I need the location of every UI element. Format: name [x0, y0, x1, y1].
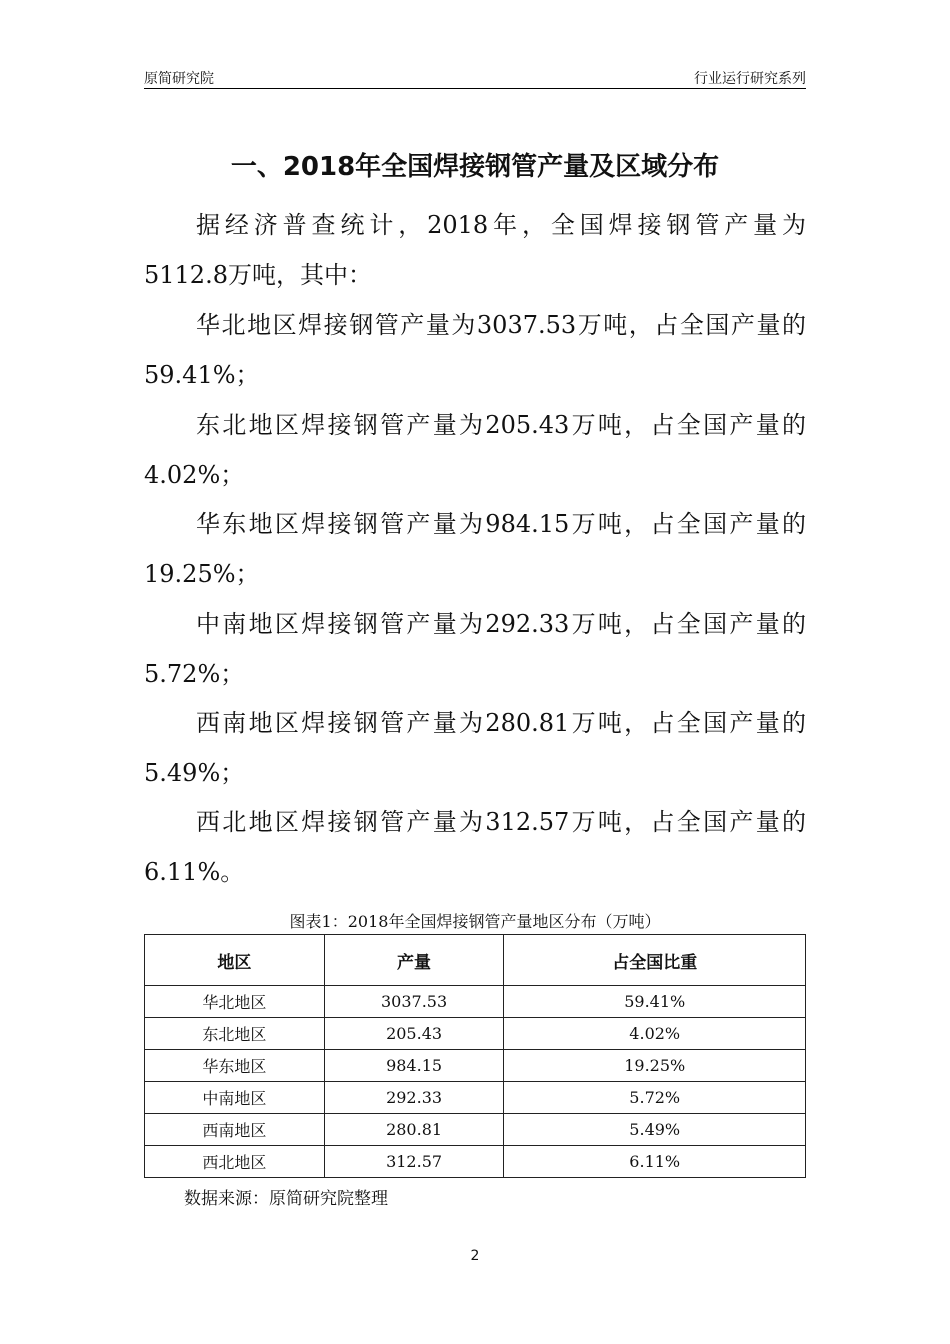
paragraph-line: 中南地区焊接钢管产量为292.33万吨，占全国产量的	[196, 610, 806, 638]
cell-share: 19.25%	[504, 1050, 806, 1082]
header-org: 原简研究院	[144, 71, 214, 87]
cell-share: 6.11%	[504, 1146, 806, 1178]
header-series: 行业运行研究系列	[694, 71, 806, 87]
cell-share: 5.72%	[504, 1082, 806, 1114]
paragraph-line: 华北地区焊接钢管产量为3037.53万吨，占全国产量的	[196, 311, 806, 339]
paragraph-zhongnan	[144, 599, 806, 699]
cell-region: 东北地区	[145, 1018, 325, 1050]
table-caption: 图表1：2018年全国焊接钢管产量地区分布（万吨）	[289, 912, 661, 931]
paragraph-line: 东北地区焊接钢管产量为205.43万吨，占全国产量的	[196, 411, 806, 439]
cell-share: 4.02%	[504, 1018, 806, 1050]
paragraph-line: 5.72%；	[144, 660, 245, 688]
cell-share: 5.49%	[504, 1114, 806, 1146]
page-header	[144, 62, 806, 89]
cell-output: 292.33	[324, 1082, 504, 1114]
region-production-table	[144, 934, 806, 1178]
table-row	[145, 1082, 806, 1114]
paragraph-huadong	[144, 499, 806, 599]
table-row	[145, 986, 806, 1018]
paragraph-line: 5.49%；	[144, 759, 245, 787]
cell-region: 西南地区	[145, 1114, 325, 1146]
header-share: 占全国比重	[504, 935, 806, 986]
section-title: 一、2018年全国焊接钢管产量及区域分布	[230, 152, 720, 182]
cell-output: 3037.53	[324, 986, 504, 1018]
paragraph-line: 据经济普查统计，2018年，全国焊接钢管产量为	[196, 211, 806, 239]
cell-output: 205.43	[324, 1018, 504, 1050]
paragraph-line: 5112.8万吨，其中：	[144, 261, 372, 289]
cell-output: 312.57	[324, 1146, 504, 1178]
cell-share: 59.41%	[504, 986, 806, 1018]
cell-output: 984.15	[324, 1050, 504, 1082]
cell-output: 280.81	[324, 1114, 504, 1146]
paragraph-dongbei	[144, 400, 806, 500]
cell-region: 中南地区	[145, 1082, 325, 1114]
header-output: 产量	[324, 935, 504, 986]
data-source-note: 数据来源：原简研究院整理	[184, 1189, 388, 1209]
cell-region: 西北地区	[145, 1146, 325, 1178]
cell-region: 华北地区	[145, 986, 325, 1018]
table-row	[145, 1146, 806, 1178]
table-row	[145, 1018, 806, 1050]
paragraph-xinan	[144, 698, 806, 798]
paragraph-line: 4.02%；	[144, 461, 245, 489]
paragraph-line: 59.41%；	[144, 361, 260, 389]
paragraph-xibei	[144, 797, 806, 897]
table-header-row	[145, 935, 806, 986]
paragraph-line: 19.25%；	[144, 560, 260, 588]
page-number: 2	[470, 1248, 480, 1264]
table-row	[145, 1114, 806, 1146]
paragraph-line: 华东地区焊接钢管产量为984.15万吨，占全国产量的	[196, 510, 806, 538]
paragraph-intro	[144, 200, 806, 300]
header-region: 地区	[145, 935, 325, 986]
cell-region: 华东地区	[145, 1050, 325, 1082]
paragraph-line: 6.11%。	[144, 858, 245, 886]
paragraph-huabei	[144, 300, 806, 400]
table-row	[145, 1050, 806, 1082]
paragraph-line: 西南地区焊接钢管产量为280.81万吨，占全国产量的	[196, 709, 806, 737]
paragraph-line: 西北地区焊接钢管产量为312.57万吨，占全国产量的	[196, 808, 806, 836]
